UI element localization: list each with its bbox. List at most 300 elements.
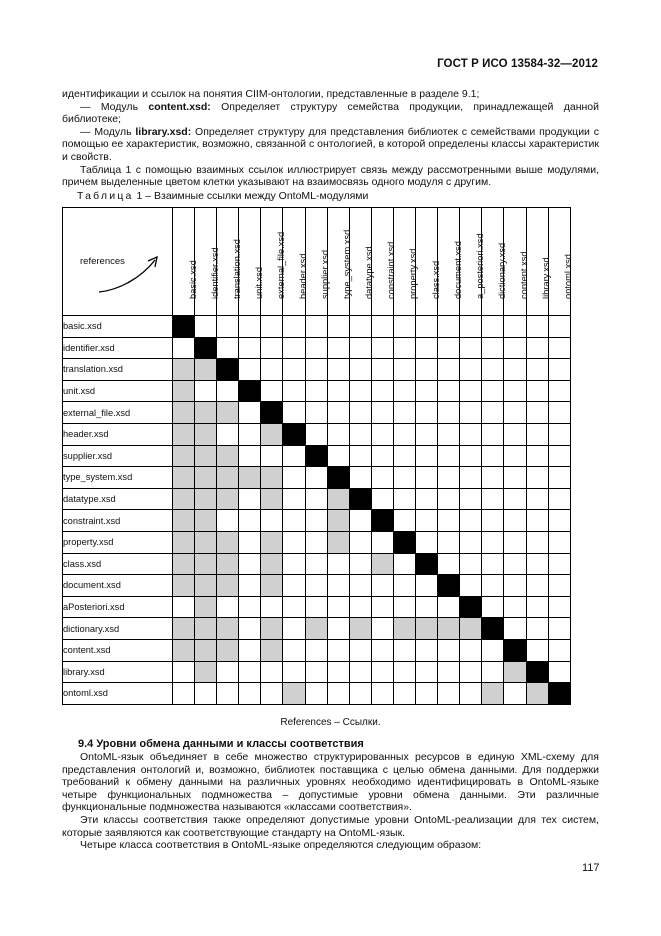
empty-cell (393, 596, 415, 618)
reference-cell (261, 423, 283, 445)
empty-cell (327, 445, 349, 467)
empty-cell (217, 316, 239, 338)
empty-cell (283, 445, 305, 467)
empty-cell (239, 510, 261, 532)
empty-cell (504, 575, 526, 597)
empty-cell (305, 316, 327, 338)
empty-cell (416, 683, 438, 705)
empty-cell (548, 488, 570, 510)
matrix-row (63, 575, 571, 597)
empty-cell (393, 316, 415, 338)
empty-cell (438, 531, 460, 553)
reference-cell (195, 467, 217, 489)
matrix-row (63, 510, 571, 532)
reference-cell (416, 618, 438, 640)
empty-cell (393, 510, 415, 532)
reference-cell (173, 467, 195, 489)
row-header-label: dictionary.xsd (63, 618, 173, 640)
column-header-label: external_file.xsd (275, 231, 286, 299)
empty-cell (195, 683, 217, 705)
empty-cell (305, 510, 327, 532)
empty-cell (460, 402, 482, 424)
empty-cell (526, 618, 548, 640)
empty-cell (327, 618, 349, 640)
empty-cell (416, 531, 438, 553)
empty-cell (548, 402, 570, 424)
row-header-label: ontoml.xsd (63, 683, 173, 705)
empty-cell (393, 359, 415, 381)
empty-cell (438, 467, 460, 489)
reference-cell (217, 575, 239, 597)
section-paragraph-1: OntoML-язык объединяет в себе множество структурированных ресурсов в единую XML-схему для представления онтологий и, возможно, библиотек поставщика с целью обмена данными. Для поддержки требований к обмену данными на различных уровнях необходимо идентифицировать в OntoML-языке четыре функциональных подмножества – допустимые уровни обмена данными. Эти различные функциональные подмножества называются «классами соответствия». (62, 751, 599, 814)
empty-cell (416, 510, 438, 532)
reference-cell (195, 639, 217, 661)
empty-cell (305, 423, 327, 445)
empty-cell (526, 445, 548, 467)
empty-cell (195, 316, 217, 338)
empty-cell (416, 661, 438, 683)
empty-cell (482, 380, 504, 402)
reference-cell (327, 510, 349, 532)
empty-cell (239, 596, 261, 618)
reference-cell (173, 445, 195, 467)
empty-cell (393, 683, 415, 705)
empty-cell (371, 661, 393, 683)
diagonal-cell (349, 488, 371, 510)
column-header-label: unit.xsd (253, 266, 264, 299)
empty-cell (239, 575, 261, 597)
column-header-label: dictionary.xsd (496, 242, 507, 299)
empty-cell (371, 337, 393, 359)
empty-cell (416, 337, 438, 359)
empty-cell (416, 423, 438, 445)
column-header (327, 208, 353, 316)
module-name-library: library.xsd: (135, 125, 192, 138)
empty-cell (548, 575, 570, 597)
empty-cell (526, 488, 548, 510)
diagonal-cell (217, 359, 239, 381)
empty-cell (460, 316, 482, 338)
empty-cell (526, 553, 548, 575)
intro-paragraph-1: идентификации и ссылок на понятия CIIM-онтологии, представленные в разделе 9.1; (62, 88, 480, 100)
column-header-label: ontoml.xsd (563, 254, 574, 299)
empty-cell (526, 531, 548, 553)
section-paragraph-3: Четыре класса соответствия в OntoML-языке определяются следующим образом: (80, 839, 482, 852)
empty-cell (526, 380, 548, 402)
empty-cell (239, 337, 261, 359)
empty-cell (460, 661, 482, 683)
empty-cell (482, 467, 504, 489)
empty-cell (460, 531, 482, 553)
column-header-label: a_posteriori.xsd (474, 233, 485, 299)
empty-cell (416, 402, 438, 424)
column-header-label: header.xsd (298, 253, 309, 299)
empty-cell (393, 423, 415, 445)
empty-cell (482, 553, 504, 575)
reference-cell (195, 618, 217, 640)
empty-cell (261, 380, 283, 402)
empty-cell (460, 488, 482, 510)
empty-cell (371, 445, 393, 467)
empty-cell (371, 618, 393, 640)
empty-cell (327, 639, 349, 661)
empty-cell (482, 402, 504, 424)
row-header-label: content.xsd (63, 639, 173, 661)
matrix-row (63, 618, 571, 640)
empty-cell (305, 359, 327, 381)
empty-cell (504, 618, 526, 640)
document-header: ГОСТ Р ИСО 13584-32—2012 (437, 58, 598, 70)
empty-cell (305, 488, 327, 510)
empty-cell (261, 661, 283, 683)
empty-cell (526, 423, 548, 445)
empty-cell (349, 531, 371, 553)
empty-cell (349, 359, 371, 381)
reference-cell (283, 683, 305, 705)
column-header-label: identifier.xsd (209, 247, 220, 299)
empty-cell (349, 445, 371, 467)
empty-cell (460, 553, 482, 575)
empty-cell (239, 359, 261, 381)
intro-paragraph-table-ref: Таблица 1 с помощью взаимных ссылок иллюстрирует связь между рассмотренными выше модулями, причем выделенные цветом клетки указывают на взаимосвязь одного модуля с другим. (62, 163, 599, 189)
diagonal-cell (438, 575, 460, 597)
empty-cell (239, 683, 261, 705)
empty-cell (261, 337, 283, 359)
column-header-label: library.xsd (541, 257, 552, 299)
empty-cell (327, 553, 349, 575)
empty-cell (548, 445, 570, 467)
empty-cell (393, 639, 415, 661)
intro-paragraph-content: — Модуль content.xsd: Определяет структуру семейства продукции, принадлежащей данной библиотеке; (62, 100, 599, 126)
empty-cell (173, 661, 195, 683)
reference-cell (173, 531, 195, 553)
column-header (460, 208, 485, 316)
empty-cell (305, 639, 327, 661)
column-header (349, 208, 375, 316)
matrix-row (63, 380, 571, 402)
empty-cell (261, 596, 283, 618)
empty-cell (239, 445, 261, 467)
column-header (261, 208, 286, 316)
empty-cell (217, 596, 239, 618)
column-header (438, 208, 463, 316)
empty-cell (526, 575, 548, 597)
empty-cell (327, 575, 349, 597)
empty-cell (548, 337, 570, 359)
reference-cell (195, 359, 217, 381)
empty-cell (548, 639, 570, 661)
empty-cell (283, 467, 305, 489)
empty-cell (261, 683, 283, 705)
empty-cell (438, 402, 460, 424)
empty-cell (526, 402, 548, 424)
matrix-row (63, 553, 571, 575)
empty-cell (239, 639, 261, 661)
empty-cell (349, 380, 371, 402)
column-header-label: class.xsd (430, 260, 441, 299)
empty-cell (482, 359, 504, 381)
reference-cell (173, 553, 195, 575)
empty-cell (504, 510, 526, 532)
column-header (482, 208, 507, 316)
empty-cell (239, 661, 261, 683)
column-header (548, 208, 574, 316)
page-number: 117 (582, 862, 600, 874)
empty-cell (460, 445, 482, 467)
reference-cell (261, 575, 283, 597)
empty-cell (438, 553, 460, 575)
reference-cell (173, 402, 195, 424)
curved-arrow-icon (91, 248, 166, 298)
column-header-label: constraint.xsd (386, 241, 397, 299)
empty-cell (548, 316, 570, 338)
empty-cell (393, 661, 415, 683)
empty-cell (438, 380, 460, 402)
matrix-body (63, 208, 574, 705)
empty-cell (261, 316, 283, 338)
empty-cell (438, 359, 460, 381)
reference-cell (195, 488, 217, 510)
reference-cell (173, 359, 195, 381)
diagonal-cell (371, 510, 393, 532)
empty-cell (327, 359, 349, 381)
empty-cell (526, 337, 548, 359)
empty-cell (371, 467, 393, 489)
empty-cell (305, 467, 327, 489)
empty-cell (173, 683, 195, 705)
reference-cell (195, 423, 217, 445)
empty-cell (504, 445, 526, 467)
matrix-row (63, 488, 571, 510)
reference-cell (173, 510, 195, 532)
empty-cell (239, 531, 261, 553)
empty-cell (438, 445, 460, 467)
empty-cell (283, 553, 305, 575)
empty-cell (283, 596, 305, 618)
reference-cell (305, 618, 327, 640)
column-header (239, 208, 264, 316)
empty-cell (349, 683, 371, 705)
empty-cell (482, 488, 504, 510)
column-header (173, 208, 198, 316)
reference-cell (217, 445, 239, 467)
empty-cell (460, 683, 482, 705)
column-header (305, 208, 331, 316)
row-header-label: basic.xsd (63, 316, 173, 338)
row-header-label: header.xsd (63, 423, 173, 445)
empty-cell (283, 316, 305, 338)
reference-cell (195, 661, 217, 683)
row-header-label: unit.xsd (63, 380, 173, 402)
empty-cell (416, 488, 438, 510)
empty-cell (217, 423, 239, 445)
empty-cell (504, 488, 526, 510)
reference-cell (195, 596, 217, 618)
empty-cell (393, 337, 415, 359)
empty-cell (438, 683, 460, 705)
empty-cell (349, 423, 371, 445)
matrix-row (63, 359, 571, 381)
empty-cell (416, 467, 438, 489)
reference-cell (438, 618, 460, 640)
empty-cell (438, 510, 460, 532)
column-header-label: basic.xsd (187, 260, 198, 299)
empty-cell (416, 359, 438, 381)
empty-cell (327, 683, 349, 705)
empty-cell (482, 661, 504, 683)
empty-cell (504, 467, 526, 489)
reference-cell (217, 553, 239, 575)
empty-cell (504, 683, 526, 705)
reference-cell (239, 467, 261, 489)
empty-cell (482, 531, 504, 553)
empty-cell (305, 553, 327, 575)
empty-cell (438, 316, 460, 338)
empty-cell (239, 316, 261, 338)
diagonal-cell (173, 316, 195, 338)
matrix-row (63, 467, 571, 489)
section-text (62, 751, 599, 852)
empty-cell (548, 618, 570, 640)
empty-cell (173, 596, 195, 618)
reference-cell (195, 575, 217, 597)
empty-cell (283, 531, 305, 553)
column-header (393, 208, 419, 316)
column-header (526, 208, 552, 316)
reference-cell (327, 488, 349, 510)
empty-cell (438, 639, 460, 661)
section-paragraph-2: Эти классы соответствия также определяют допустимые уровни OntoML-реализации для тех систем, которые заявляются как соответствующие стандарту на OntoML-язык. (62, 813, 599, 839)
empty-cell (283, 380, 305, 402)
empty-cell (504, 596, 526, 618)
empty-cell (526, 467, 548, 489)
empty-cell (460, 359, 482, 381)
row-header-label: identifier.xsd (63, 337, 173, 359)
empty-cell (548, 359, 570, 381)
row-header-label: supplier.xsd (63, 445, 173, 467)
empty-cell (349, 553, 371, 575)
empty-cell (460, 639, 482, 661)
empty-cell (548, 380, 570, 402)
empty-cell (327, 380, 349, 402)
empty-cell (371, 488, 393, 510)
diagonal-cell (261, 402, 283, 424)
empty-cell (416, 639, 438, 661)
empty-cell (283, 337, 305, 359)
reference-cell (195, 553, 217, 575)
reference-cell (261, 639, 283, 661)
empty-cell (438, 337, 460, 359)
empty-cell (217, 661, 239, 683)
empty-cell (438, 488, 460, 510)
empty-cell (393, 445, 415, 467)
empty-cell (305, 575, 327, 597)
empty-cell (349, 316, 371, 338)
matrix-row (63, 639, 571, 661)
diagonal-cell (393, 531, 415, 553)
column-header-label: property.xsd (408, 248, 419, 299)
column-header-label: type_system.xsd (342, 229, 353, 299)
row-header-label: class.xsd (63, 553, 173, 575)
reference-cell (173, 618, 195, 640)
empty-cell (327, 661, 349, 683)
reference-cell (482, 683, 504, 705)
reference-cell (261, 553, 283, 575)
empty-cell (482, 316, 504, 338)
empty-cell (371, 596, 393, 618)
reference-cell (195, 510, 217, 532)
empty-cell (416, 445, 438, 467)
row-header-label: aPosteriori.xsd (63, 596, 173, 618)
empty-cell (438, 423, 460, 445)
empty-cell (416, 380, 438, 402)
empty-cell (482, 337, 504, 359)
empty-cell (305, 531, 327, 553)
empty-cell (393, 488, 415, 510)
reference-cell (393, 618, 415, 640)
column-header (371, 208, 397, 316)
reference-cell (195, 445, 217, 467)
empty-cell (283, 618, 305, 640)
matrix-row (63, 402, 571, 424)
empty-cell (261, 510, 283, 532)
reference-cell (173, 639, 195, 661)
empty-cell (526, 510, 548, 532)
empty-cell (548, 531, 570, 553)
row-header-label: datatype.xsd (63, 488, 173, 510)
empty-cell (393, 380, 415, 402)
empty-cell (460, 575, 482, 597)
empty-cell (239, 553, 261, 575)
table-caption: Таблица 1 – Взаимные ссылки между OntoML-модулями (77, 190, 369, 202)
column-header (195, 208, 220, 316)
empty-cell (460, 423, 482, 445)
matrix-row (63, 423, 571, 445)
empty-cell (416, 596, 438, 618)
matrix-header-row (63, 208, 571, 316)
empty-cell (239, 488, 261, 510)
reference-cell (261, 618, 283, 640)
row-header-label: translation.xsd (63, 359, 173, 381)
diagonal-cell (526, 661, 548, 683)
column-header-label: supplier.xsd (320, 249, 331, 299)
reference-cell (327, 531, 349, 553)
empty-cell (283, 661, 305, 683)
empty-cell (173, 337, 195, 359)
reference-cell (173, 488, 195, 510)
column-header (416, 208, 441, 316)
diagonal-cell (305, 445, 327, 467)
empty-cell (239, 423, 261, 445)
matrix-row (63, 531, 571, 553)
intro-paragraph-library: — Модуль library.xsd: Определяет структуру для представления библиотек с семействами продукции с помощью ее характеристик, возможно, связанной с онтологией, в которой определены классы характеристик и свойств. (62, 125, 599, 163)
empty-cell (327, 402, 349, 424)
empty-cell (305, 380, 327, 402)
reference-cell (261, 467, 283, 489)
empty-cell (371, 316, 393, 338)
empty-cell (504, 380, 526, 402)
empty-cell (416, 575, 438, 597)
empty-cell (548, 467, 570, 489)
empty-cell (526, 359, 548, 381)
empty-cell (460, 337, 482, 359)
empty-cell (349, 661, 371, 683)
empty-cell (438, 596, 460, 618)
empty-cell (504, 359, 526, 381)
empty-cell (460, 380, 482, 402)
empty-cell (460, 510, 482, 532)
empty-cell (371, 639, 393, 661)
